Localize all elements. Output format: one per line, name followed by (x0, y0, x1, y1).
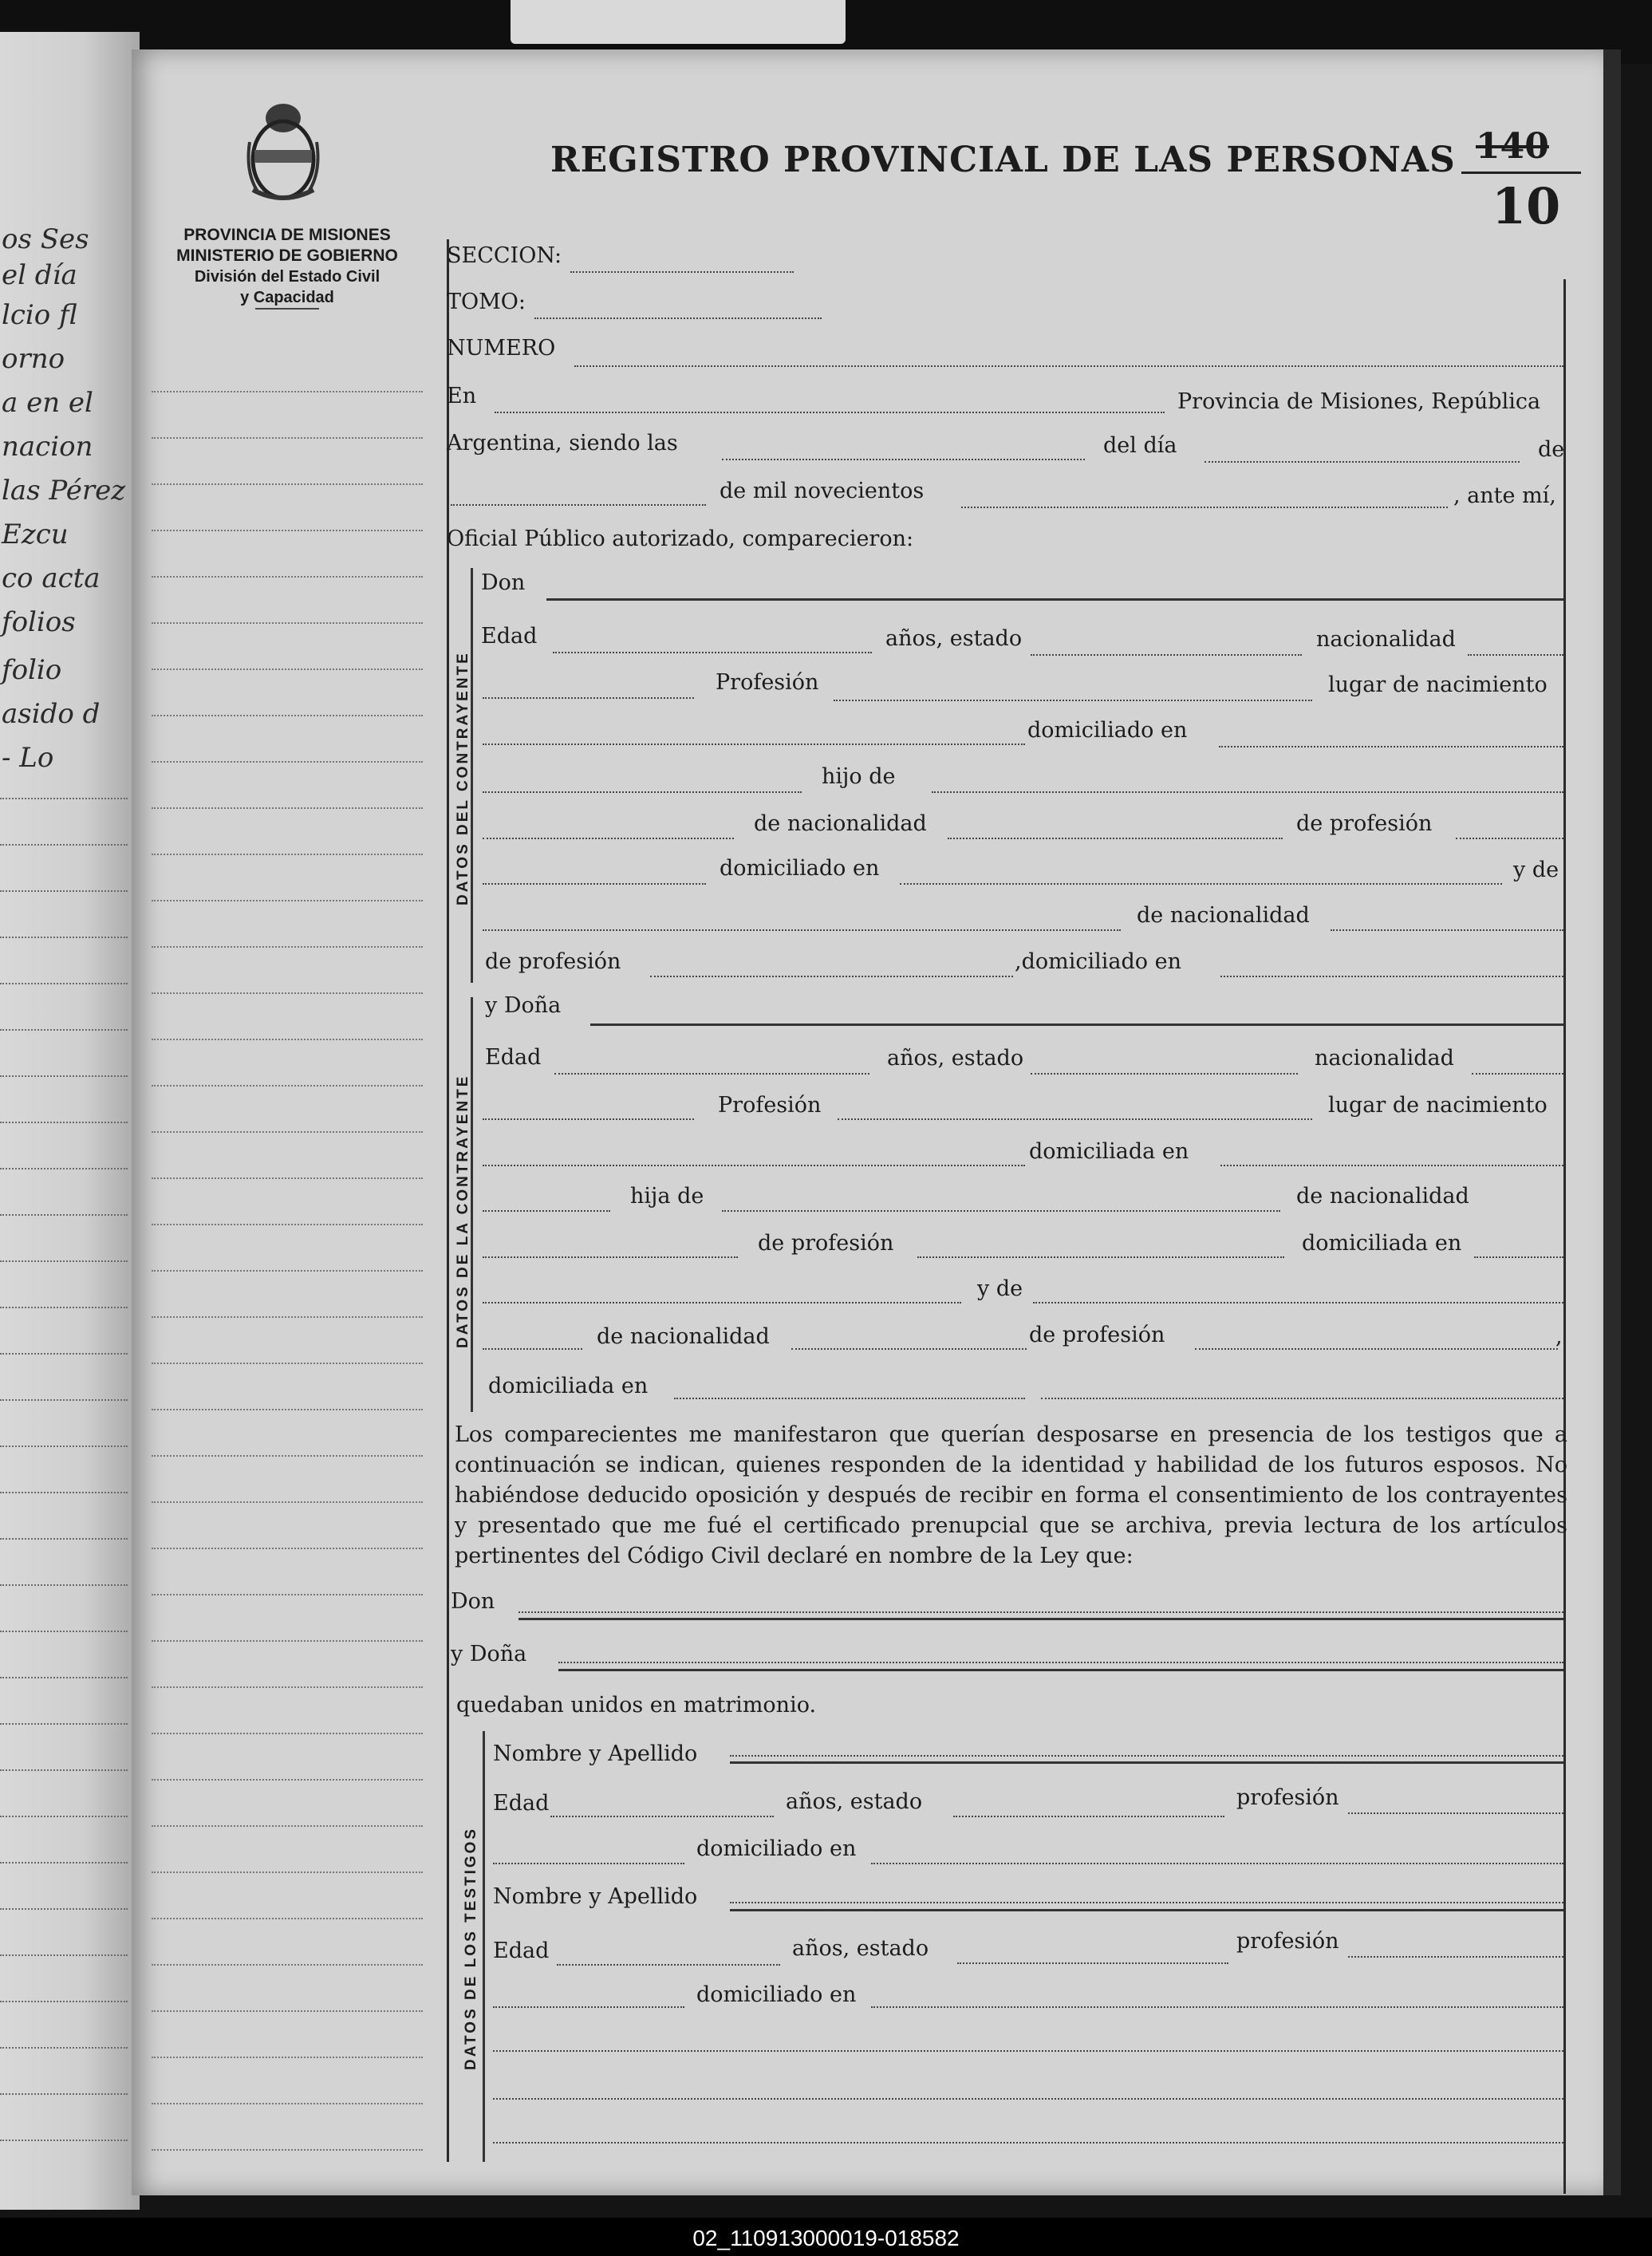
label-unidos: quedaban unidos en matrimonio. (456, 1693, 817, 1718)
field-line[interactable] (1219, 746, 1563, 747)
field-line[interactable] (493, 1863, 684, 1864)
field-line[interactable] (1205, 461, 1520, 463)
field-line[interactable] (483, 838, 734, 839)
field-line[interactable] (900, 883, 1502, 885)
margin-ruled-line (152, 1131, 423, 1133)
label-oficial: Oficial Público autorizado, comparecieron: (447, 527, 914, 551)
handwriting-fragment: las Pérez (2, 475, 126, 507)
margin-ruled-line (152, 761, 423, 763)
label-nombre-2: Nombre y Apellido (493, 1884, 698, 1909)
margin-ruled-line (152, 1085, 423, 1087)
section-label-testigos: DATOS DE LOS TESTIGOS (463, 1826, 479, 2070)
field-line[interactable] (493, 2098, 1563, 2100)
label-anos-estado-1: años, estado (786, 1789, 923, 1814)
column-rule (1563, 279, 1566, 2194)
label-profesion: Profesión (716, 670, 819, 695)
label-provincia: Provincia de Misiones, República (1177, 389, 1541, 414)
field-line[interactable] (1220, 1165, 1563, 1166)
facing-page-line (0, 1769, 128, 1771)
org-division: División del Estado Civil (194, 268, 380, 286)
margin-ruled-line (152, 1640, 423, 1642)
facing-page-line (0, 1075, 128, 1077)
coat-of-arms-icon (243, 94, 323, 206)
margin-ruled-line (152, 2010, 423, 2012)
handwriting-fragment: orno (2, 343, 65, 375)
label-de-profesion-madre: de profesión (1029, 1323, 1165, 1347)
field-line[interactable] (1220, 976, 1563, 977)
label-domiciliada: domiciliada en (1029, 1139, 1189, 1164)
label-hijo-de: hijo de (822, 764, 896, 789)
facing-page (0, 32, 140, 2210)
label-lugar-nacimiento: lugar de nacimiento (1328, 672, 1548, 697)
facing-page-line (0, 2093, 128, 2095)
facing-page-line (0, 1954, 128, 1956)
label-de-nacionalidad: de nacionalidad (1296, 1184, 1469, 1209)
field-line[interactable] (957, 1962, 1228, 1964)
field-line[interactable] (917, 1256, 1284, 1258)
field-line[interactable] (961, 507, 1448, 508)
field-line[interactable] (483, 697, 694, 699)
field-line[interactable] (1348, 1956, 1563, 1958)
margin-ruled-line (152, 2149, 423, 2151)
field-line-nombre-2[interactable] (730, 1909, 1563, 1911)
field-line[interactable] (483, 1348, 582, 1350)
field-line[interactable] (1033, 1302, 1563, 1304)
margin-ruled-line (152, 1779, 423, 1781)
divider (255, 308, 319, 310)
label-de-profesion: de profesión (758, 1231, 894, 1256)
field-line[interactable] (1468, 654, 1563, 656)
margin-ruled-line (152, 1177, 423, 1179)
label-seccion: SECCION: (447, 243, 562, 268)
handwriting-fragment: co acta (2, 562, 101, 594)
field-line[interactable] (451, 504, 706, 506)
margin-ruled-line (152, 1363, 423, 1364)
handwriting-fragment: folio (2, 654, 62, 686)
label-anos-estado-2: años, estado (792, 1936, 929, 1961)
field-line[interactable] (730, 1755, 1563, 1757)
issuing-authority (140, 225, 435, 310)
margin-ruled-line (152, 622, 423, 624)
facing-page-line (0, 890, 128, 892)
label-de-profesion: de profesión (1296, 811, 1433, 836)
field-line[interactable] (1472, 1073, 1563, 1075)
label-de-nacionalidad-madre: de nacionalidad (1137, 903, 1310, 928)
facing-page-line (0, 1862, 128, 1864)
field-line[interactable] (534, 317, 822, 319)
label-dona-final: y Doña (451, 1642, 527, 1666)
margin-ruled-line (152, 946, 423, 948)
facing-page-line (0, 1631, 128, 1632)
facing-page-line (0, 1723, 128, 1725)
margin-ruled-line (152, 1964, 423, 1966)
label-lugar-nacimiento: lugar de nacimiento (1328, 1093, 1548, 1118)
label-de-nacionalidad: de nacionalidad (754, 811, 927, 836)
label-comma: , (1555, 1324, 1563, 1349)
handwriting-fragment: - Lo (2, 742, 54, 774)
field-line-dona[interactable] (590, 1023, 1563, 1026)
label-nacionalidad: nacionalidad (1316, 627, 1456, 652)
margin-ruled-line (152, 854, 423, 855)
margin-ruled-line (152, 1039, 423, 1040)
label-don-final: Don (451, 1589, 495, 1614)
facing-page-line (0, 798, 128, 799)
field-line[interactable] (483, 743, 1025, 745)
field-line[interactable] (574, 365, 1563, 367)
field-line[interactable] (1195, 1348, 1558, 1350)
image-reference: 02_110913000019-018582 (692, 2226, 960, 2250)
field-line[interactable] (948, 838, 1283, 839)
field-line[interactable] (557, 1964, 780, 1966)
label-y-de: y de (1513, 858, 1559, 882)
field-line[interactable] (932, 791, 1563, 793)
handwriting-fragment: os Ses (2, 223, 89, 255)
label-don: Don (481, 570, 526, 595)
field-line[interactable] (953, 1816, 1224, 1817)
label-ante-mi: , ante mí, (1453, 483, 1556, 508)
field-line[interactable] (650, 976, 1013, 977)
margin-ruled-line (152, 807, 423, 809)
field-line[interactable] (730, 1902, 1563, 1903)
label-edad: Edad (485, 1045, 542, 1070)
handwriting-fragment: asido d (2, 698, 101, 730)
label-domiciliado-padre: domiciliado en (720, 856, 880, 881)
label-edad-1: Edad (493, 1791, 550, 1816)
margin-ruled-line (152, 1686, 423, 1688)
facing-page-line (0, 1029, 128, 1031)
facing-page-line (0, 1307, 128, 1308)
label-hija-de: hija de (630, 1184, 704, 1209)
margin-ruled-line (152, 1548, 423, 1549)
label-domiciliado-madre: ,domiciliado en (1015, 949, 1181, 974)
field-line[interactable] (553, 652, 872, 653)
facing-page-line (0, 2001, 128, 2002)
field-line[interactable] (722, 459, 1085, 460)
margin-ruled-line (152, 1455, 423, 1457)
margin-ruled-line (152, 1733, 423, 1734)
label-profesion: Profesión (718, 1093, 822, 1118)
handwriting-fragment: Ezcu (2, 519, 69, 550)
label-mil-novecientos: de mil novecientos (720, 479, 925, 503)
label-edad-2: Edad (493, 1939, 550, 1963)
margin-ruled-line (152, 992, 423, 994)
field-line[interactable] (558, 1662, 1563, 1663)
label-dona: y Doña (485, 993, 562, 1018)
facing-page-line (0, 1538, 128, 1540)
handwriting-fragment: el día (2, 259, 77, 291)
facing-page-line (0, 2047, 128, 2049)
margin-ruled-line (152, 900, 423, 901)
margin-ruled-line (152, 1409, 423, 1410)
org-division-2: y Capacidad (240, 289, 334, 306)
field-line[interactable] (483, 1302, 961, 1304)
field-line[interactable] (483, 929, 1121, 931)
field-line[interactable] (791, 1348, 1027, 1350)
section-label-contrayente: DATOS DEL CONTRAYENTE (455, 651, 471, 905)
field-line[interactable] (1331, 929, 1563, 931)
register-page (132, 49, 1607, 2195)
facing-page-line (0, 1677, 128, 1678)
facing-page-line (0, 1399, 128, 1401)
facing-page-line (0, 1816, 128, 1817)
label-y-de: y de (977, 1276, 1023, 1301)
margin-ruled-line (152, 437, 423, 439)
field-line[interactable] (483, 1118, 694, 1120)
label-nombre-1: Nombre y Apellido (493, 1741, 698, 1766)
field-line[interactable] (493, 2142, 1563, 2144)
handwriting-fragment: folios (2, 606, 76, 638)
field-line[interactable] (550, 1816, 774, 1817)
margin-ruled-line (152, 1825, 423, 1827)
label-del-dia: del día (1103, 433, 1177, 458)
margin-ruled-line (152, 1918, 423, 1919)
handwriting-fragment: lcio fl (2, 299, 77, 331)
field-line[interactable] (1041, 1398, 1563, 1399)
field-line[interactable] (495, 412, 1165, 413)
label-en: En (447, 384, 477, 408)
field-line[interactable] (871, 1863, 1563, 1864)
page-edge (1603, 49, 1621, 2195)
facing-page-line (0, 1353, 128, 1355)
facing-page-line (0, 1445, 128, 1447)
handwriting-fragment: a en el (2, 387, 93, 419)
margin-ruled-line (152, 1594, 423, 1595)
facing-page-line (0, 983, 128, 984)
field-line[interactable] (871, 2006, 1563, 2008)
field-line[interactable] (674, 1398, 1025, 1399)
facing-page-line (0, 1168, 128, 1169)
margin-ruled-line (152, 1501, 423, 1503)
label-tomo: TOMO: (447, 290, 526, 314)
field-line-nombre-1[interactable] (730, 1761, 1563, 1764)
margin-ruled-line (152, 391, 423, 392)
org-province: PROVINCIA DE MISIONES (183, 226, 391, 244)
label-anos-estado: años, estado (887, 1046, 1024, 1071)
field-line[interactable] (1456, 838, 1563, 839)
field-line[interactable] (483, 883, 706, 885)
page-number: 10 (1492, 177, 1561, 235)
margin-ruled-line (152, 669, 423, 670)
margin-ruled-line (152, 1224, 423, 1225)
facing-page-line (0, 2140, 128, 2141)
label-nacionalidad: nacionalidad (1315, 1046, 1454, 1071)
label-profesion-2: profesión (1236, 1929, 1339, 1954)
label-domiciliado-1: domiciliado en (696, 1836, 857, 1861)
field-line[interactable] (518, 1611, 1563, 1613)
field-line[interactable] (722, 1210, 1280, 1212)
facing-page-line (0, 1214, 128, 1216)
field-line[interactable] (1031, 1073, 1298, 1075)
label-domiciliado: domiciliado en (1027, 718, 1188, 743)
paper-scrap (511, 0, 846, 44)
label-domiciliada-madre: domiciliada en (488, 1374, 649, 1398)
section-bracket (483, 1731, 485, 2162)
field-line[interactable] (834, 700, 1312, 701)
field-line[interactable] (483, 1210, 610, 1212)
facing-page-line (0, 1584, 128, 1586)
field-line[interactable] (554, 1073, 869, 1075)
facing-page-line (0, 1122, 128, 1123)
org-ministry: MINISTERIO DE GOBIERNO (176, 247, 398, 265)
field-line[interactable] (570, 271, 794, 273)
field-line[interactable] (1474, 1256, 1563, 1258)
label-edad: Edad (481, 624, 538, 649)
page-number-crossed: 140 (1476, 126, 1549, 167)
facing-page-line (0, 1492, 128, 1493)
handwriting-fragment: nacion (2, 431, 93, 463)
field-line[interactable] (483, 1165, 1025, 1166)
field-line[interactable] (483, 1256, 738, 1258)
margin-ruled-line (152, 576, 423, 578)
label-domiciliada-padre: domiciliada en (1302, 1231, 1462, 1256)
field-line[interactable] (838, 1118, 1312, 1120)
label-anos-estado: años, estado (885, 626, 1023, 651)
margin-ruled-line (152, 2057, 423, 2058)
label-numero: NUMERO (447, 336, 556, 361)
label-de-profesion-madre: de profesión (485, 949, 621, 974)
field-line[interactable] (493, 2050, 1563, 2052)
margin-ruled-line (152, 483, 423, 485)
facing-page-line (0, 1260, 128, 1262)
facing-page-line (0, 1908, 128, 1910)
margin-ruled-line (152, 715, 423, 716)
facing-page-line (0, 937, 128, 938)
field-line[interactable] (493, 2006, 684, 2008)
field-line-don[interactable] (546, 598, 1563, 601)
field-line[interactable] (483, 791, 802, 793)
label-profesion-1: profesión (1236, 1785, 1339, 1810)
field-line[interactable] (1031, 654, 1302, 656)
label-de-nacionalidad-madre: de nacionalidad (597, 1324, 770, 1349)
margin-ruled-line (152, 2103, 423, 2104)
facing-page-line (0, 844, 128, 846)
margin-ruled-line (152, 1871, 423, 1873)
label-argentina: Argentina, siendo las (447, 431, 678, 456)
field-line-don-final[interactable] (518, 1618, 1563, 1620)
divider (1461, 172, 1581, 174)
margin-ruled-line (152, 1270, 423, 1272)
field-line-dona-final[interactable] (558, 1669, 1563, 1671)
field-line[interactable] (1348, 1812, 1563, 1814)
label-de: de (1538, 437, 1565, 462)
section-label-contrayenta: DATOS DE LA CONTRAYENTE (455, 1074, 471, 1348)
margin-ruled-line (152, 530, 423, 531)
declaration-paragraph: Los comparecientes me manifestaron que querían desposarse en presencia de los testigos que a continuación se indican, quienes responden de la identidad y habilidad de los futuros esposos. No habiéndose deducido oposición y después de recibir en forma el consentimiento de los contrayentes y presentado que me fué el certificado prenupcial que se archiva, previa lectura de los artículos pertinentes del Código Civil declaré en nombre de la Ley que: (455, 1422, 1567, 1568)
label-domiciliado-2: domiciliado en (696, 1982, 857, 2007)
margin-ruled-line (152, 1316, 423, 1318)
page-title: REGISTRO PROVINCIAL DE LAS PERSONAS (550, 140, 1456, 180)
